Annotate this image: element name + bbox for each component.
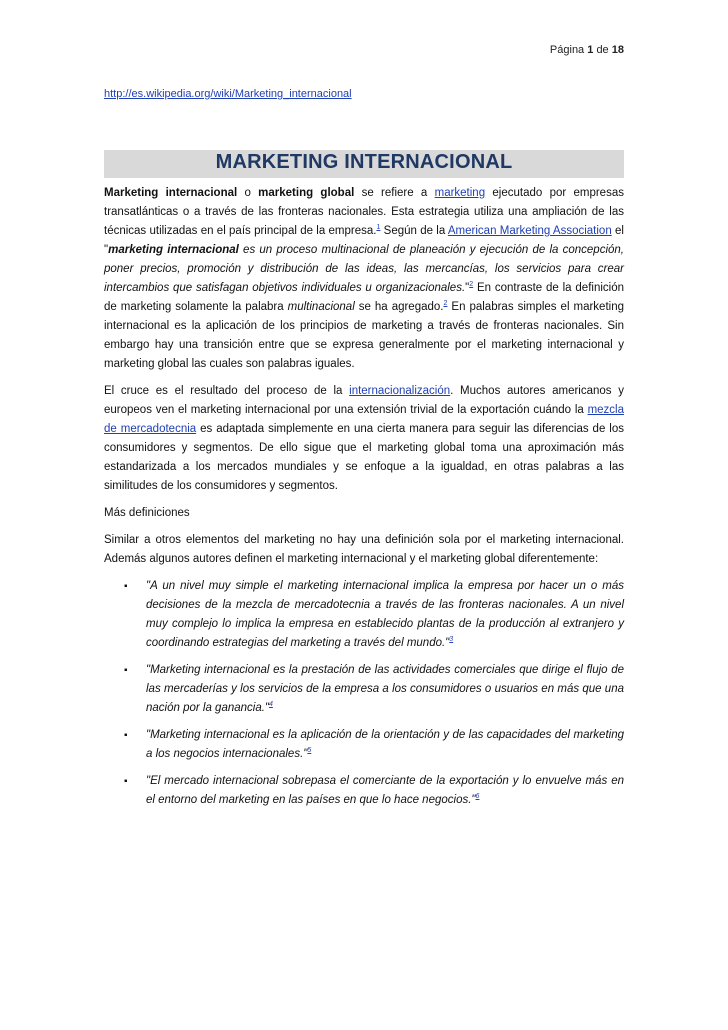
paragraph-internacionalizacion (104, 382, 624, 496)
footnote-ref[interactable]: 5 (307, 747, 312, 755)
footnote-ref[interactable]: 6 (475, 793, 480, 801)
link-internacionalizacion[interactable]: internacionalización (349, 385, 451, 397)
text: El cruce es el resultado del proceso de la (104, 385, 350, 397)
document-body (104, 184, 624, 818)
text: " (465, 282, 470, 294)
definitions-list (104, 577, 624, 810)
definition-text: "A un nivel muy simple el marketing internacional implica la empresa por hacer un o más decisiones de la mezcla de mercadotecnia a través de las fronteras nacionales. A un nivel muy complejo lo implica la empresa en establecido plantas de la producción al extranjero y coordinando estrategias del marketing a través del mundo." (146, 580, 624, 649)
text: se ha agregado. (354, 301, 444, 313)
paragraph-mas-definiciones: Más definiciones (104, 507, 190, 519)
text: En contraste de la definición de marketing solamente la palabra (104, 282, 624, 313)
page-sep: de (596, 44, 609, 56)
text: el " (104, 225, 624, 256)
text: o (237, 187, 259, 199)
bullet-icon: ▪ (124, 730, 128, 741)
bullet-icon: ▪ (124, 776, 128, 787)
text: . Muchos autores americanos y europeos ven el marketing internacional por una extensión trivial de la exportación cuándo la (104, 385, 625, 416)
paragraph-similar: Similar a otros elementos del marketing no hay una definición sola por el marketing internacional. Además algunos autores definen el marketing internacional y el marketing global diferentemente: (104, 534, 624, 565)
text: En palabras simples el marketing internacional es la aplicación de los principios de marketing a través de fronteras nacionales. Sin embargo hay una transición entre que se expresa generalmente por el marketing internacional y marketing global las cuales son palabras iguales. (104, 301, 624, 370)
paragraph-intro (104, 184, 624, 374)
quote-text: es un proceso multinacional de planeación y ejecución de la concepción, poner precios, promoción y distribución de las ideas, las mercancías, los servicios para crear intercambios que satisfagan objetivos individuales u organizacionales. (104, 244, 624, 294)
bullet-icon: ▪ (124, 581, 128, 592)
source-url-link[interactable]: http://es.wikipedia.org/wiki/Marketing_internacional (104, 88, 352, 100)
text: Según de la (380, 225, 448, 237)
page-title: MARKETING INTERNACIONAL (215, 151, 513, 173)
list-item (104, 661, 624, 718)
italic-word: multinacional (287, 301, 355, 313)
term-marketing-global: marketing global (258, 187, 355, 199)
footnote-ref[interactable]: 2 (469, 281, 474, 289)
definition-text: "Marketing internacional es la prestación de las actividades comerciales que dirige el flujo de las mercaderías y los servicios de la empresa a los consumidores o usuarios en más que una nación por la ganancia." (146, 664, 624, 714)
footnote-ref[interactable]: 3 (449, 636, 454, 644)
title-bar (104, 150, 624, 178)
quote-term: marketing internacional (108, 244, 239, 256)
page-current: 1 (587, 44, 594, 56)
link-marketing[interactable]: marketing (434, 187, 486, 199)
text: se refiere a (354, 187, 435, 199)
text: es adaptada simplemente en una cierta manera para seguir las diferencias de los consumidores y segmentos. De ello sigue que el marketing global toma una aproximación más estandarizada a los mercados mundiales y se enfoque a la igualdad, en otras palabras a las similitudes de los consumidores y segmentos. (104, 423, 624, 492)
link-mezcla-de-mercadotecnia[interactable]: mezcla de mercadotecnia (104, 404, 624, 435)
page-number-header (550, 44, 624, 56)
definition-text: "El mercado internacional sobrepasa el comerciante de la exportación y lo envuelve más en el entorno del marketing en las países en que lo hace negocios." (146, 775, 624, 806)
term-marketing-internacional: Marketing internacional (104, 187, 238, 199)
page-total: 18 (611, 44, 624, 56)
text: ejecutado por empresas transatlánticas o a través de las fronteras nacionales. Esta estrategia utiliza una ampliación de las técnicas utilizadas en el país principal de la empresa. (104, 187, 624, 237)
footnote-ref[interactable]: 4 (269, 701, 273, 709)
page-label: Página (549, 44, 585, 56)
list-item (104, 577, 624, 653)
footnote-ref[interactable]: 2 (443, 300, 448, 308)
definition-text: "Marketing internacional es la aplicación de la orientación y de las capacidades del marketing a los negocios internacionales." (146, 729, 624, 760)
footnote-ref[interactable]: 1 (376, 224, 381, 232)
list-item (104, 772, 624, 810)
link-american-marketing-association[interactable]: American Marketing Association (447, 225, 612, 237)
bullet-icon: ▪ (124, 665, 128, 676)
list-item (104, 726, 624, 764)
